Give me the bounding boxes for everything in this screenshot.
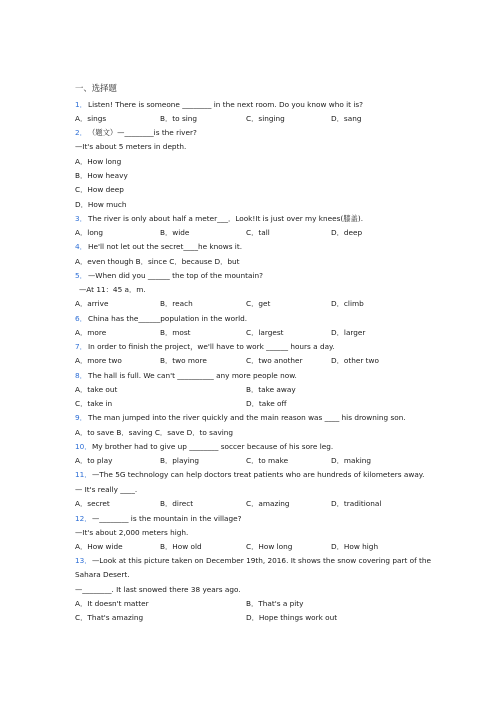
option-a: A．more — [75, 328, 107, 337]
option-b: B．That's a pity — [246, 599, 304, 608]
option-c: C．two another — [246, 356, 303, 365]
line-q10o — [0, 455, 496, 467]
question-stem: China has the______population in the world. — [88, 314, 248, 323]
question-number: 12． — [75, 514, 92, 523]
question-stem: He'll not let out the secret____he knows it. — [88, 242, 243, 251]
question-number: 6． — [75, 314, 87, 323]
line-q11a — [0, 484, 496, 496]
option-d: D．larger — [331, 328, 366, 337]
option-b: D．Hope things work out — [246, 613, 338, 622]
option-a: A．sings — [75, 114, 107, 123]
line-q1 — [0, 99, 496, 111]
line-q4 — [0, 241, 496, 253]
line-q13o2 — [0, 612, 496, 624]
line-q4o — [0, 256, 496, 268]
line-q2 — [0, 127, 496, 139]
option-b: B．most — [160, 328, 191, 337]
option-b: B．two more — [160, 356, 207, 365]
line-text: —It's about 5 meters in depth. — [75, 142, 187, 151]
option-a: A．long — [75, 228, 104, 237]
question-number: 2． — [75, 128, 87, 137]
option-b: B．reach — [160, 299, 193, 308]
option-d: D．making — [331, 456, 372, 465]
section-heading — [0, 82, 496, 94]
question-stem: My brother had to give up ________ soccer because of his sore leg. — [92, 442, 334, 451]
line-q2oA — [0, 156, 496, 168]
line-text: —________. It last snowed there 38 years ago. — [75, 585, 241, 594]
option-b: B．How old — [160, 542, 202, 551]
option-b: B．playing — [160, 456, 200, 465]
option-b: D．take off — [246, 399, 287, 408]
option-c: C．singing — [246, 114, 285, 123]
question-stem: —The 5G technology can help doctors treat patients who are hundreds of kilometers away. — [92, 470, 425, 479]
line-q12a — [0, 527, 496, 539]
option-d: D．How high — [331, 542, 379, 551]
option-c: C．amazing — [246, 499, 290, 508]
question-number: 1． — [75, 100, 87, 109]
line-q8o2 — [0, 398, 496, 410]
question-stem: In order to finish the project，we'll have to work ______ hours a day. — [88, 342, 335, 351]
question-stem: —When did you ______ the top of the mountain? — [88, 271, 264, 280]
line-text: A．even though B．since C．because D．but — [75, 257, 240, 266]
line-q6o — [0, 327, 496, 339]
option-c: C．get — [246, 299, 271, 308]
question-number: 3． — [75, 214, 87, 223]
line-q2oD — [0, 199, 496, 211]
option-b: B．direct — [160, 499, 194, 508]
option-d: D．traditional — [331, 499, 382, 508]
option-d: D．other two — [331, 356, 379, 365]
option-a: A．take out — [75, 385, 118, 394]
option-c: C．tall — [246, 228, 270, 237]
line-q8 — [0, 370, 496, 382]
option-c: C．to make — [246, 456, 289, 465]
line-q10 — [0, 441, 496, 453]
option-a: C．take in — [75, 399, 113, 408]
question-number: 7． — [75, 342, 87, 351]
option-a: A．It doesn't matter — [75, 599, 149, 608]
question-number: 13． — [75, 556, 92, 565]
line-text: A．How long — [75, 157, 122, 166]
line-q2oC — [0, 184, 496, 196]
line-q13c — [0, 584, 496, 596]
line-text: B．How heavy — [75, 171, 128, 180]
option-b: B．take away — [246, 385, 296, 394]
question-number: 10． — [75, 442, 92, 451]
option-c: C．How long — [246, 542, 293, 551]
line-q9o — [0, 427, 496, 439]
line-q5 — [0, 270, 496, 282]
line-q8o1 — [0, 384, 496, 396]
question-number: 5． — [75, 271, 87, 280]
option-d: D．sang — [331, 114, 362, 123]
option-b: B．to sing — [160, 114, 198, 123]
question-stem: Listen! There is someone ________ in the next room. Do you know who it is? — [88, 100, 364, 109]
line-q12 — [0, 513, 496, 525]
question-number: 8． — [75, 371, 87, 380]
line-text: D．How much — [75, 200, 127, 209]
line-q13o1 — [0, 598, 496, 610]
line-text: A．to save B．saving C．save D．to saving — [75, 428, 234, 437]
question-number: 9． — [75, 413, 87, 422]
line-q12o — [0, 541, 496, 553]
question-stem: The hall is full. We can't __________ any more people now. — [88, 371, 297, 380]
line-text: C．How deep — [75, 185, 124, 194]
option-d: D．deep — [331, 228, 363, 237]
question-stem: The man jumped into the river quickly and the main reason was ____ his drowning son. — [88, 413, 406, 422]
option-a: A．more two — [75, 356, 122, 365]
option-a: A．to play — [75, 456, 113, 465]
line-text: —At 11：45 a．m. — [79, 285, 146, 294]
line-q13 — [0, 555, 496, 567]
line-q6 — [0, 313, 496, 325]
option-c: C．largest — [246, 328, 284, 337]
option-d: D．climb — [331, 299, 364, 308]
section-title: 一、选择题 — [75, 83, 117, 93]
line-q3 — [0, 213, 496, 225]
question-stem: （题文）—________is the river? — [88, 128, 197, 137]
option-a: A．arrive — [75, 299, 109, 308]
line-q11o — [0, 498, 496, 510]
question-stem: The river is only about half a meter___．Look!It is just over my knees(膝盖). — [88, 214, 364, 223]
option-b: B．wide — [160, 228, 190, 237]
line-q2a — [0, 141, 496, 153]
option-a: A．secret — [75, 499, 110, 508]
line-q9 — [0, 412, 496, 424]
line-q5o — [0, 298, 496, 310]
line-q5a — [0, 284, 496, 296]
option-a: A．How wide — [75, 542, 123, 551]
line-text: Sahara Desert. — [75, 570, 130, 579]
line-q3o — [0, 227, 496, 239]
question-stem: —Look at this picture taken on December 19th, 2016. It shows the snow covering part of the — [92, 556, 431, 565]
line-q13b — [0, 569, 496, 581]
line-q7 — [0, 341, 496, 353]
option-a: C．That's amazing — [75, 613, 144, 622]
line-q1o — [0, 113, 496, 125]
line-q2oB — [0, 170, 496, 182]
line-text: —It's about 2,000 meters high. — [75, 528, 189, 537]
question-stem: —________ is the mountain in the village? — [92, 514, 242, 523]
question-number: 4． — [75, 242, 87, 251]
line-text: — It's really ____. — [75, 485, 138, 494]
line-q11 — [0, 469, 496, 481]
question-number: 11． — [75, 470, 92, 479]
line-q7o — [0, 355, 496, 367]
